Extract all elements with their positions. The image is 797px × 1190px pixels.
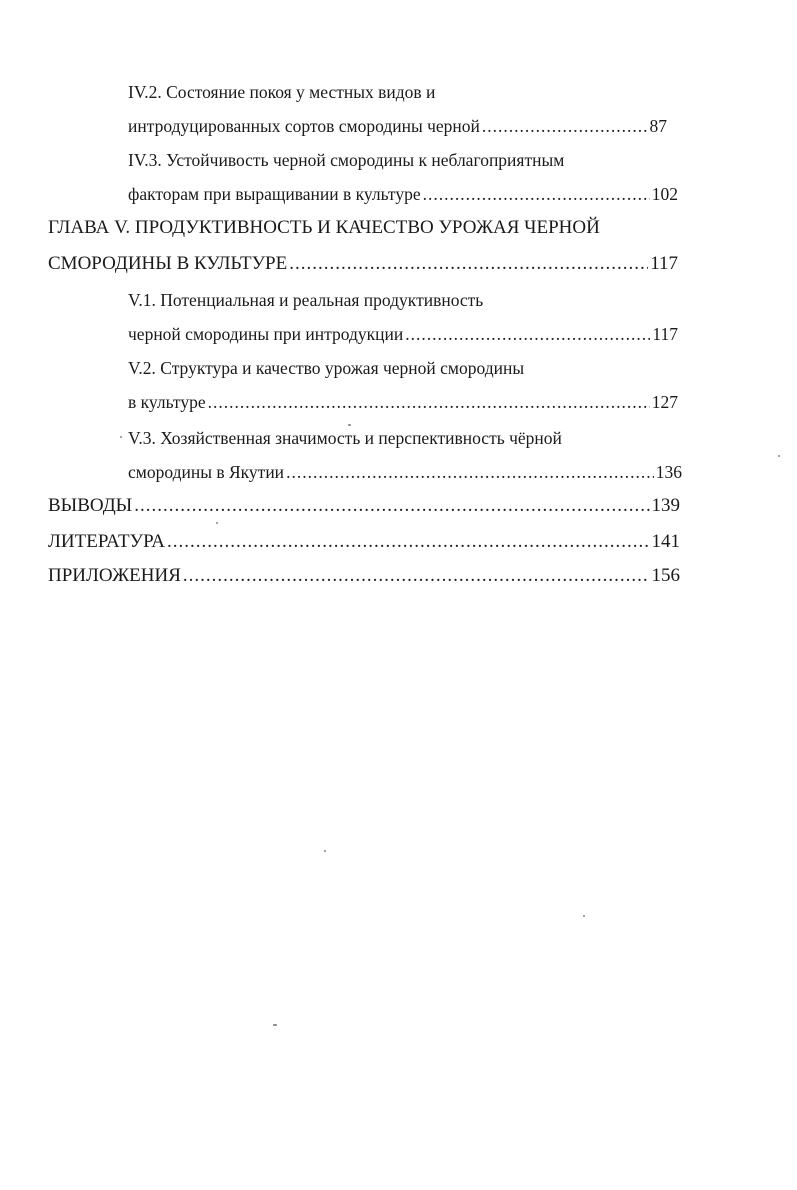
toc-entry-5-3-page: 136 bbox=[655, 462, 682, 482]
toc-entry-4-3-text: IV.3. Устойчивость черной смородины к неблагоприятным bbox=[128, 150, 565, 170]
toc-entry-5-2 bbox=[128, 390, 678, 414]
dot-leader bbox=[183, 564, 650, 588]
toc-conclusions-page: 139 bbox=[651, 495, 680, 516]
toc-entry-4-2-text: IV.2. Состояние покоя у местных видов и bbox=[128, 82, 436, 102]
toc-entry-4-3-text-cont: факторам при выращивании в культуре bbox=[128, 184, 421, 204]
toc-appendices-label: ПРИЛОЖЕНИЯ bbox=[48, 565, 181, 586]
toc-conclusions-label: ВЫВОДЫ bbox=[48, 495, 133, 516]
dot-leader bbox=[482, 114, 648, 138]
toc-entry-4-2-page: 87 bbox=[649, 116, 667, 136]
toc-entry-4-2-text-cont: интродуцированных сортов смородины черной bbox=[128, 116, 480, 136]
toc-entry-5-1 bbox=[128, 322, 678, 346]
toc-entry-5-2-title bbox=[128, 356, 524, 380]
scan-speck bbox=[324, 850, 326, 852]
toc-entry-4-2-title bbox=[128, 80, 435, 104]
toc-entry-4-3-page: 102 bbox=[651, 184, 678, 204]
dot-leader bbox=[208, 390, 650, 414]
scan-speck bbox=[273, 1024, 277, 1026]
dot-leader bbox=[167, 530, 650, 554]
toc-entry-5-1-text: V.1. Потенциальная и реальная продуктивность bbox=[128, 290, 484, 310]
toc-entry-5-3-title bbox=[128, 426, 562, 450]
toc-entry-5-3-text-cont: смородины в Якутии bbox=[128, 462, 285, 482]
toc-chapter-5-title bbox=[48, 216, 600, 240]
toc-chapter-5-page: 117 bbox=[650, 253, 678, 274]
toc-chapter-5-text: ГЛАВА V. ПРОДУКТИВНОСТЬ И КАЧЕСТВО УРОЖАЯ ЧЕРНОЙ bbox=[48, 217, 600, 238]
dot-leader bbox=[134, 494, 649, 518]
scan-speck bbox=[216, 522, 218, 524]
toc-entry-5-1-text-cont: черной смородины при интродукции bbox=[128, 324, 404, 344]
toc-entry-5-1-page: 117 bbox=[652, 324, 678, 344]
toc-literature bbox=[48, 530, 680, 554]
scan-speck bbox=[120, 436, 122, 438]
toc-entry-5-3 bbox=[128, 460, 682, 484]
toc-literature-page: 141 bbox=[651, 531, 680, 552]
scan-speck bbox=[583, 915, 585, 917]
toc-entry-5-2-text-cont: в культуре bbox=[128, 392, 206, 412]
scan-speck bbox=[348, 424, 351, 426]
toc-entry-5-2-page: 127 bbox=[651, 392, 678, 412]
toc-entry-5-1-title bbox=[128, 288, 483, 312]
toc-conclusions bbox=[48, 494, 680, 518]
toc-entry-4-2 bbox=[128, 114, 667, 138]
toc-chapter-5 bbox=[48, 252, 678, 276]
toc-literature-label: ЛИТЕРАТУРА bbox=[48, 531, 165, 552]
dot-leader bbox=[405, 322, 650, 346]
toc-appendices-page: 156 bbox=[651, 565, 680, 586]
toc-entry-4-3-title bbox=[128, 148, 564, 172]
toc-entry-5-2-text: V.2. Структура и качество урожая черной смородины bbox=[128, 358, 525, 378]
dot-leader bbox=[286, 460, 654, 484]
scan-speck bbox=[778, 455, 780, 457]
toc-entry-5-3-text: V.3. Хозяйственная значимость и перспективность чёрной bbox=[128, 428, 562, 448]
dot-leader bbox=[423, 182, 650, 206]
toc-entry-4-3 bbox=[128, 182, 678, 206]
toc-chapter-5-text-cont: СМОРОДИНЫ В КУЛЬТУРЕ bbox=[48, 253, 288, 274]
toc-appendices bbox=[48, 564, 680, 588]
dot-leader bbox=[289, 252, 648, 276]
